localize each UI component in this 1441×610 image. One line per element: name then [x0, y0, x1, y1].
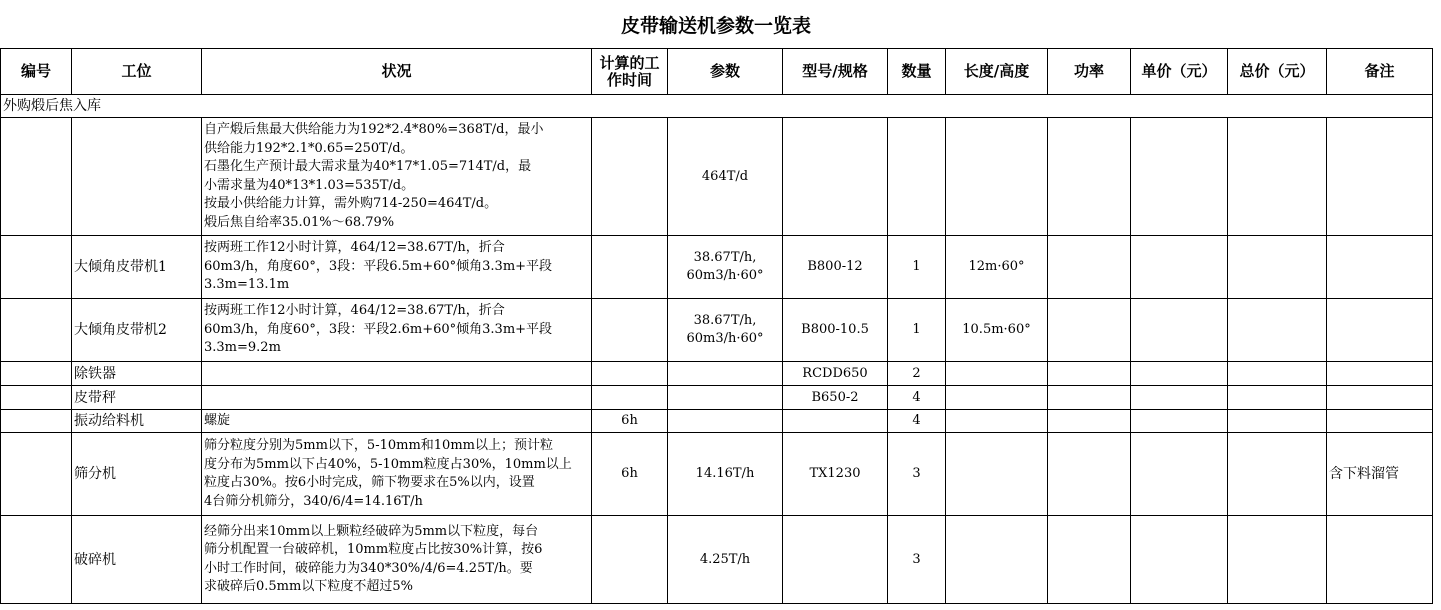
- cell-status: 自产煅后焦最大供给能力为192*2.4*80%=368T/d，最小 供给能力192*2.1*0.65=250T/d。 石墨化生产预计最大需求量为40*17*1.05=714T/d，最 小需求量为40*13*1.03=535T/d。 按最小供给能力计算，需外购714-250=464T/d。 煅后焦自给率35.01%～68.79%: [202, 118, 592, 236]
- cell-unit-price: [1131, 299, 1228, 362]
- cell-params: 38.67T/h, 60m3/h·60°: [668, 236, 783, 299]
- cell-power: [1048, 386, 1131, 410]
- cell-id: [1, 386, 72, 410]
- cell-station: 除铁器: [72, 362, 202, 386]
- cell-power: [1048, 118, 1131, 236]
- page-title: 皮带输送机参数一览表: [620, 14, 811, 37]
- header-power: 功率: [1048, 49, 1131, 95]
- cell-remark: [1327, 516, 1433, 604]
- cell-params: [668, 386, 783, 410]
- table-row: [1, 118, 1433, 236]
- table-row: [1, 386, 1433, 410]
- cell-calc-time: [592, 299, 668, 362]
- cell-remark: [1327, 386, 1433, 410]
- cell-power: [1048, 410, 1131, 433]
- conveyor-parameter-table: [0, 48, 1433, 604]
- cell-params: [668, 362, 783, 386]
- section-label: 外购煅后焦入库: [1, 95, 1433, 118]
- cell-unit-price: [1131, 433, 1228, 516]
- cell-status: 按两班工作12小时计算，464/12=38.67T/h，折合 60m3/h，角度60°，3段：平段2.6m+60°倾角3.3m+平段 3.3m=9.2m: [202, 299, 592, 362]
- cell-remark: [1327, 236, 1433, 299]
- cell-model: RCDD650: [783, 362, 888, 386]
- cell-params: 38.67T/h, 60m3/h·60°: [668, 299, 783, 362]
- cell-status: [202, 362, 592, 386]
- cell-remark: [1327, 118, 1433, 236]
- cell-station: [72, 118, 202, 236]
- header-status: 状况: [202, 49, 592, 95]
- cell-qty: 1: [888, 236, 946, 299]
- cell-model: [783, 410, 888, 433]
- cell-total-price: [1228, 299, 1327, 362]
- cell-length: [946, 118, 1048, 236]
- cell-params: 4.25T/h: [668, 516, 783, 604]
- header-id: 编号: [1, 49, 72, 95]
- cell-calc-time: 6h: [592, 410, 668, 433]
- cell-remark: [1327, 362, 1433, 386]
- header-calc-time: 计算的工 作时间: [592, 49, 668, 95]
- header-length: 长度/高度: [946, 49, 1048, 95]
- cell-station: 大倾角皮带机2: [72, 299, 202, 362]
- cell-status: 按两班工作12小时计算，464/12=38.67T/h，折合 60m3/h，角度60°，3段：平段6.5m+60°倾角3.3m+平段 3.3m=13.1m: [202, 236, 592, 299]
- cell-length: [946, 362, 1048, 386]
- table-row: [1, 299, 1433, 362]
- cell-total-price: [1228, 433, 1327, 516]
- cell-model: [783, 516, 888, 604]
- cell-station: 筛分机: [72, 433, 202, 516]
- cell-total-price: [1228, 516, 1327, 604]
- table-row: [1, 516, 1433, 604]
- header-model: 型号/规格: [783, 49, 888, 95]
- cell-total-price: [1228, 236, 1327, 299]
- cell-status: 经筛分出来10mm以上颗粒经破碎为5mm以下粒度，每台 筛分机配置一台破碎机，10mm粒度占比按30%计算，按6 小时工作时间，破碎能力为340*30%/4/6=4.25T/h。要 求破碎后0.5mm以下粒度不超过5%: [202, 516, 592, 604]
- cell-params: [668, 410, 783, 433]
- cell-unit-price: [1131, 118, 1228, 236]
- cell-status: [202, 386, 592, 410]
- cell-id: [1, 516, 72, 604]
- header-remark: 备注: [1327, 49, 1433, 95]
- cell-model: B800-10.5: [783, 299, 888, 362]
- table-row: [1, 433, 1433, 516]
- cell-model: B650-2: [783, 386, 888, 410]
- cell-remark: [1327, 299, 1433, 362]
- header-unit-price: 单价（元）: [1131, 49, 1228, 95]
- cell-power: [1048, 362, 1131, 386]
- cell-length: 10.5m·60°: [946, 299, 1048, 362]
- table-row: [1, 362, 1433, 386]
- cell-model: [783, 118, 888, 236]
- cell-qty: 3: [888, 516, 946, 604]
- cell-unit-price: [1131, 410, 1228, 433]
- cell-power: [1048, 433, 1131, 516]
- cell-length: 12m·60°: [946, 236, 1048, 299]
- cell-model: B800-12: [783, 236, 888, 299]
- cell-remark: 含下料溜管: [1327, 433, 1433, 516]
- cell-total-price: [1228, 386, 1327, 410]
- cell-id: [1, 299, 72, 362]
- cell-unit-price: [1131, 236, 1228, 299]
- cell-model: TX1230: [783, 433, 888, 516]
- cell-station: 皮带秤: [72, 386, 202, 410]
- cell-status: 螺旋: [202, 410, 592, 433]
- cell-power: [1048, 516, 1131, 604]
- cell-unit-price: [1131, 362, 1228, 386]
- cell-calc-time: [592, 362, 668, 386]
- cell-length: [946, 386, 1048, 410]
- cell-id: [1, 118, 72, 236]
- header-station: 工位: [72, 49, 202, 95]
- header-total-price: 总价（元）: [1228, 49, 1327, 95]
- cell-id: [1, 362, 72, 386]
- cell-length: [946, 433, 1048, 516]
- table-row: [1, 410, 1433, 433]
- cell-params: 14.16T/h: [668, 433, 783, 516]
- cell-calc-time: 6h: [592, 433, 668, 516]
- cell-station: 破碎机: [72, 516, 202, 604]
- cell-total-price: [1228, 410, 1327, 433]
- cell-total-price: [1228, 118, 1327, 236]
- cell-power: [1048, 236, 1131, 299]
- cell-qty: 2: [888, 362, 946, 386]
- cell-calc-time: [592, 516, 668, 604]
- header-row: [1, 49, 1433, 95]
- cell-station: 振动给料机: [72, 410, 202, 433]
- table-row: [1, 236, 1433, 299]
- cell-qty: 1: [888, 299, 946, 362]
- cell-station: 大倾角皮带机1: [72, 236, 202, 299]
- cell-qty: 4: [888, 386, 946, 410]
- cell-unit-price: [1131, 386, 1228, 410]
- cell-status: 筛分粒度分别为5mm以下，5-10mm和10mm以上；预计粒 度分布为5mm以下占40%，5-10mm粒度占30%，10mm以上 粒度占30%。按6小时完成，筛下物要求在5%以内，设置 4台筛分机筛分，340/6/4=14.16T/h: [202, 433, 592, 516]
- cell-calc-time: [592, 236, 668, 299]
- cell-power: [1048, 299, 1131, 362]
- cell-id: [1, 410, 72, 433]
- cell-qty: 3: [888, 433, 946, 516]
- cell-calc-time: [592, 118, 668, 236]
- cell-length: [946, 410, 1048, 433]
- header-qty: 数量: [888, 49, 946, 95]
- section-row: [1, 95, 1433, 118]
- header-params: 参数: [668, 49, 783, 95]
- cell-qty: [888, 118, 946, 236]
- cell-unit-price: [1131, 516, 1228, 604]
- cell-calc-time: [592, 386, 668, 410]
- cell-remark: [1327, 410, 1433, 433]
- cell-length: [946, 516, 1048, 604]
- cell-params: 464T/d: [668, 118, 783, 236]
- cell-qty: 4: [888, 410, 946, 433]
- cell-total-price: [1228, 362, 1327, 386]
- cell-id: [1, 433, 72, 516]
- cell-id: [1, 236, 72, 299]
